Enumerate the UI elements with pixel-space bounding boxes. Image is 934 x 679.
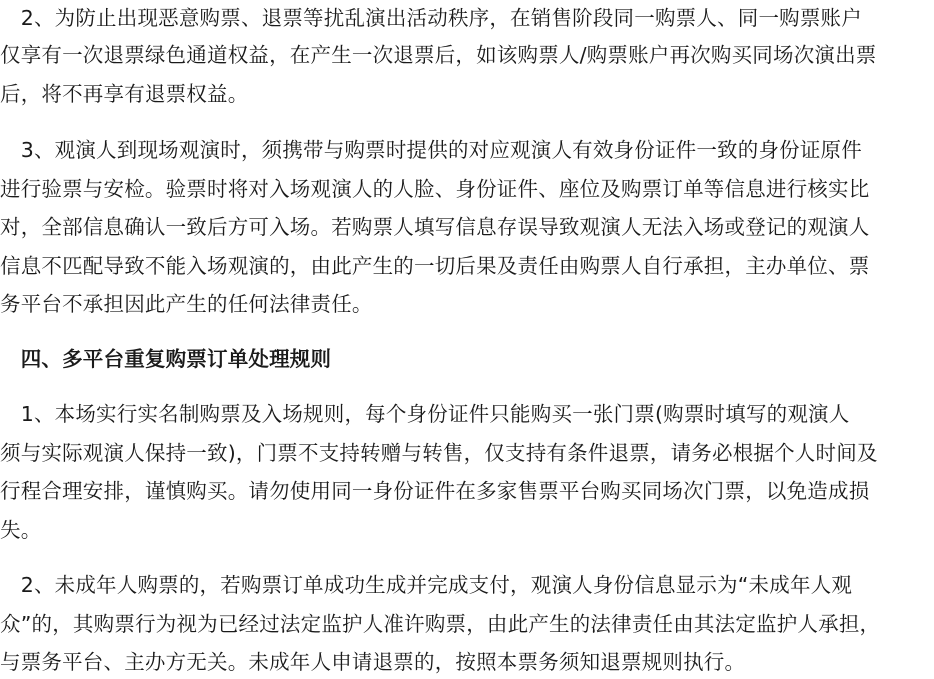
rule-1-line-1: 1、本场实行实名制购票及入场规则，每个身份证件只能购买一张门票(购票时填写的观演人 xyxy=(0,402,850,426)
paragraph-3-line-2: 进行验票与安检。验票时将对入场观演人的人脸、身份证件、座位及购票订单等信息进行核实比 xyxy=(0,177,870,201)
paragraph-2-line-2: 仅享有一次退票绿色通道权益，在产生一次退票后，如该购票人/购票账户再次购买同场次演出票 xyxy=(0,43,877,67)
paragraph-2-line-1: 2、为防止出现恶意购票、退票等扰乱演出活动秩序，在销售阶段同一购票人、同一购票账户 xyxy=(0,6,862,30)
rule-1-line-2: 须与实际观演人保持一致)，门票不支持转赠与转售，仅支持有条件退票，请务必根据个人时间及 xyxy=(0,441,878,465)
section-heading: 四、多平台重复购票订单处理规则 xyxy=(0,347,332,371)
paragraph-3-line-1: 3、观演人到现场观演时，须携带与购票时提供的对应观演人有效身份证件一致的身份证原件 xyxy=(0,138,862,162)
rule-2-line-2: 众”的，其购票行为视为已经过法定监护人准许购票，由此产生的法律责任由其法定监护人承担， xyxy=(0,612,881,636)
paragraph-3-line-3: 对，全部信息确认一致后方可入场。若购票人填写信息存误导致观演人无法入场或登记的观演人 xyxy=(0,215,870,239)
paragraph-3-line-5: 务平台不承担因此产生的任何法律责任。 xyxy=(0,292,373,316)
rule-1-line-3: 行程合理安排，谨慎购买。请勿使用同一身份证件在多家售票平台购买同场次门票，以免造成损 xyxy=(0,479,870,503)
rule-2-line-1: 2、未成年人购票的，若购票订单成功生成并完成支付，观演人身份信息显示为“未成年人观 xyxy=(0,573,853,597)
paragraph-3-line-4: 信息不匹配导致不能入场观演的，由此产生的一切后果及责任由购票人自行承担，主办单位、票 xyxy=(0,254,870,278)
rule-2-line-3: 与票务平台、主办方无关。未成年人申请退票的，按照本票务须知退票规则执行。 xyxy=(0,650,746,674)
paragraph-2-line-3: 后，将不再享有退票权益。 xyxy=(0,82,249,106)
rule-1-line-4: 失。 xyxy=(0,518,42,542)
